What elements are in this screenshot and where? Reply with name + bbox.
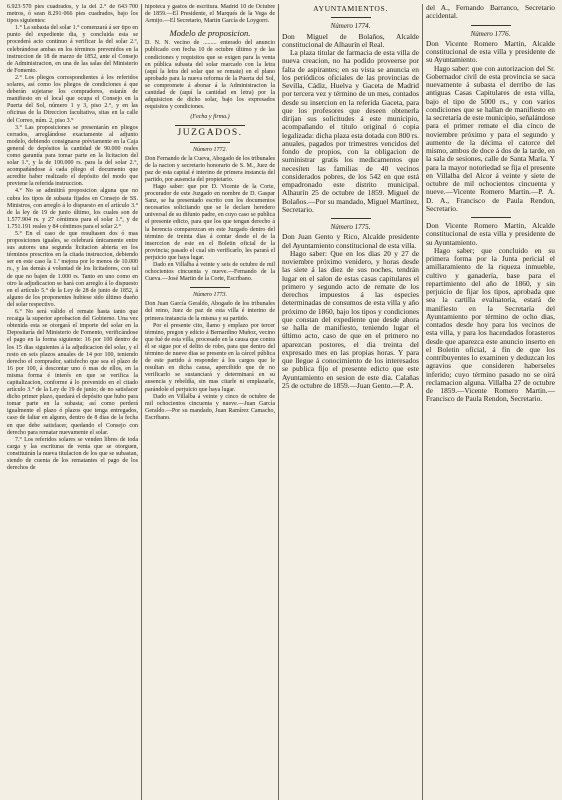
paragraph: 6.° No será válido el remate hasta tanto que recaiga la superior aprobacion del Gobierno. Una vez obtenida esta se otorgará el importe del solar en la Depositaría del Ministerio de Fomento, verificándose el pago en la forma siguiente: 16 por 100 dentro de los 15 dias siguientes á la adjudicacion del solar, y el resto en seis plazos anuales de 14 por 100, teniendo derecho el comprador, satisfecho que sea el plazo de 16 por 100, á descontar uno ó mas de ellos, en la misma forma é interés en que se verifica la capitalizacion, conforme á lo prevenido en el citado artículo 3.° de la Ley de 19 de junio; de no satisfacer dicho primer plazo, quedará el depósito que hubo para tomar parte en la subasta; así como perderá igualmente el plazo ó plazos que tenga entregados, caso de faltar en alguno, dentro de 8 dias de la fecha en que debe satisfacer, quedando el Consejo con derecho para rematar nuevamente el solar. bbox=[7, 309, 138, 436]
model-title: Modelo de proposicion. bbox=[169, 28, 251, 39]
paragraph: del A., Fernando Barranco, Secretario accidental. bbox=[426, 4, 555, 21]
divider bbox=[331, 17, 371, 18]
paragraph: 7.° Los referidos solares se venden libres de toda carga y las escrituras de venta que se otorguen, constituirán la nueva titulacion de los que se subastan, siendo de cuenta de los rematantes el pago de los derechos de bbox=[7, 436, 138, 472]
col1-paras bbox=[7, 4, 138, 472]
paragraph: D. N. N. vecino de ......... enterado del anuncio publicado con fecha 10 de octubre último y de las condiciones y requisitos que se exigen para la venta en pública subasta del solar marcado con la letra (aquí la letra del solar que se remate) en el plano aprobado para la nueva reforma de la Puerta del Sol, se compromete á abonar á la Administracion la cantidad de (aquí la cantidad en letra) por la adquisicion de dicho solar, bajo los expresados requisitos y condiciones. bbox=[145, 40, 275, 111]
column-1 bbox=[4, 4, 141, 800]
paragraph: Don Vicente Romero Martin, Alcalde constitucional de esta villa y presidente de su Ayuntamiento. bbox=[426, 221, 555, 247]
paragraph: 5.° En el caso de que resultasen dos ó mas proposiciones iguales, se celebrará únicamente entre sus autores una segunda licitacion abierta en los términos prescritos en la citada instruccion, debiendo ser en este caso la 1.ª mejora por lo menos de 10.000 rs., y las demás á voluntad de los licitadores, con tal de que no bajen de 1.000 rs. Tanto en uno como en otro la adjudicacion se hará con arreglo á lo dispuesto en el artículo 5.° de la Ley de 28 de junio de 1852, á alguno de los proponentes hubiese sido último dueño del solar respectivo. bbox=[7, 231, 138, 308]
notice-1775 bbox=[282, 233, 419, 390]
notice-number-1774: Número 1774. bbox=[330, 22, 371, 31]
notice-1776 bbox=[426, 40, 555, 213]
paragraph: 3.° Las proposiciones se presentarán en pliegos cerrados, arreglándose exactamente al adjunto modelo, debiendo consignarse préviamente en la Caja general de depósitos la cantidad de 90.000 reales como garantía para tomar parte en la licitacion del solar 1.°, y la de 100.000 rs. para la del solar 2.°, acompañándose á cada pliego el documento que acredite haber realizado el depósito del modo que previene la referida instruccion. bbox=[7, 124, 138, 188]
notice-number-1776: Número 1776. bbox=[470, 29, 511, 38]
model-signature: (Fecha y firma.) bbox=[190, 114, 230, 121]
divider bbox=[471, 217, 511, 218]
notice-number-1773: Número 1773. bbox=[192, 292, 228, 299]
paragraph: Dado en Villalba á veinte y seis de octubre de mil ochocientos cincuenta y nueve.—Fernando de la Cueva.—José Martin de la Corte, Escribano. bbox=[145, 262, 275, 283]
column-3 bbox=[278, 4, 422, 800]
paragraph: 4.° No se admitirá proposicion alguna que no cubra los tipos de subasta fijados en Consejo de SS. Ministros, con arreglo á lo dispuesto en el artículo 3.° de la ley de 19 de junio último, los cuales son de 1.577.904 rs. y 27 céntimos para el solar 1.°, y de 1.751.191 reales y 84 céntimos para el solar 2.° bbox=[7, 188, 138, 230]
column-4 bbox=[422, 4, 558, 800]
paragraph: La plaza titular de farmacia de esta villa de nueva creacion, no ha podido proveerse por falta de aspirantes; en su vista se anuncia en los periódicos oficiales de las provincias de Sevilla, Cádiz, Huelva y Gaceta de Madrid por tercera vez y término de un mes, contados desde su insercion en la referida Gaceta, para que los profesores que deseen obtenerla dirijan sus solicitudes á este municipio, acompañando el título original ó copia legalizada: dicha plaza esta dotada con 800 rs. anuales, pagados por trimestres vencidos del fondo de propios, con la obligacion de suministrar gratis los medicamentos que necesiten las familias de 40 vecinos considerados pobres, de los 542 en que está empadronado este distrito municipal. Alhaurín 25 de octubre de 1859. Miguel de Bolaños.—Por su mandado, Miguel Martínez, Secretario. bbox=[282, 48, 419, 214]
divider bbox=[175, 125, 245, 126]
paragraph: Hago saber: Que en los dias 20 y 27 de noviembre próximo venidero, y horas desde las siete á las diez de sus noches, tendrán lugar en el salon de estas casas capitulares el primero y segundo acto de remate de los derechos impuestos á las especies determinadas de consumos de esta villa y año próximo de 1860, bajo los tipos y condiciones que constan del expediente que desde ahora se halla de manifiesto, teniendo lugar el último acto, caso de que en el primero no aparezcan postores, el dia treinta del expresado mes en las propias horas. Y para que llegue á conocimiento de los interesados se publica fijo el presente edicto que este Ayuntamiento en sesion de este dia. Calañas 25 de octubre de 1859.—Juan Gento.—P. A. bbox=[282, 248, 419, 390]
notice-1772 bbox=[145, 156, 275, 284]
paragraph: Dado en Villalba á veinte y cinco de octubre de mil ochocientos cincuenta y nueve.—Juan García Geraldo.—Por su mandado, Juan Ramírez Camacho, Escribano. bbox=[145, 393, 275, 421]
notice-number-1772: Número 1772. bbox=[192, 146, 228, 153]
paragraph: Hago saber: que por D. Vicente de la Corte, procurador de este Juzgado en nombre de D. Gaspar Sanz, se ha presentado escrito con los documentos necesarios solicitando que se le declare heredero universal de su difunto padre, en cuyo caso se publica el presente edicto, para que los que tengan derecho á la herencia comparezcan en este Juzgado dentro del término de treinta dias á contar desde el de la inserccion de este en el Boletin oficial de la provincia; pasado el cual sin verificarlo, les parará el perjuicio que haya lugar. bbox=[145, 183, 275, 261]
paragraph: Don Fernando de la Cueva, Abogado de los tribunales de la nacion y secretario honorario de S. M., Juez de paz de esta capital é interino de primera instancia del partido, por ausencia del propietario. bbox=[145, 155, 275, 183]
divider bbox=[471, 25, 511, 26]
notice-number-1775: Número 1775. bbox=[330, 223, 371, 231]
paragraph: Por el presente cito, llamo y emplazo por tercer término, pregon y edicto á Bernardino Muñoz, vecino que fué de esta villa, procesado en la causa que contra él se sigue por el delito de robo, para que dentro del término de nueve dias se presente en la cárcel pública de este partido á responder á los cargos que le resultan en dicha causa, apercibido que de no verificarlo se sustanciará y determinará en su ausencia y rebeldía, sin mas citarle ni emplazarle, parándole el perjuicio que haya lugar. bbox=[145, 322, 275, 393]
divider bbox=[331, 218, 371, 219]
paragraph: Don Vicente Romero Martin, Alcalde constitucional de esta villa y presidente de su Ayuntamiento. bbox=[426, 38, 555, 65]
notice-1774 bbox=[282, 33, 419, 215]
paragraph: Don Miguel de Bolaños, Alcalde constitucional de Alhaurín el Real. bbox=[282, 31, 419, 49]
section-title-ayuntamientos: AYUNTAMIENTOS. bbox=[313, 4, 388, 13]
paragraph: Don Juan Gento y Rico, Alcalde presidente del Ayuntamiento constitucional de esta villa. bbox=[282, 232, 419, 250]
divider bbox=[190, 287, 230, 288]
divider bbox=[190, 142, 230, 143]
section-title-juzgados: JUZGADOS. bbox=[177, 128, 243, 139]
paragraph: 2.° Los pliegos correspondientes á los referidos solares, así como los pliegos de condiciones á que deberán sujetarse los compradores, estarán de manifiesto en el local que ocupa el Consejo en la Puerta del Sol, número 1 y 3, piso 2.°, y en las oficinas de la Direccion facultativa, sitas en la calle del Correo, núm. 2, piso 3.° bbox=[7, 74, 138, 124]
paragraph: Hago saber: que con autorizacion del Sr. Gobernador civil de esta provincia se saca nuevamente á subasta el derribo de las antiguas Casas Capitulares de esta villa, bajo el tipo de 5000 rs., y con varios condiciones que se hallan de manifiesto en la secretaría de este municipio, señalándose para el primer remate el dia cinco de noviembre próximo y para el segundo y aumento de la décima el catorce del mismo, ambos de doce á dos de la tarde, en la sala de sesiones, calle de Santa María. Y para la mayor notoriedad se fija el presente en Villalba del Alcor á veinte y siete de octubre de mil ochocientos cincuenta y nueve.—Vicente Romero Martin.—P. A. D. A., Francisco de Paula Rendon, Secretario. bbox=[426, 63, 555, 213]
paragraph: hipoteca y gastos de escritura. Madrid 10 de Octubre de 1859.—El Presidente, el Marqués de la Vega de Armijo.—El Secretario, Martin García de Loygorri. bbox=[145, 4, 275, 25]
paragraph: Don Juan García Geraldo, Abogado de los tribunales del reino, Juez de paz de esta villa é interino de primera instancia de la misma y su partido. bbox=[145, 301, 275, 322]
notice-1777 bbox=[426, 222, 555, 404]
col2-top bbox=[145, 4, 275, 25]
paragraph: 6.923·570 pies cuadrados, y la del 2.° de 643·700 metros, ó sean 8.291·066 pies cuadrados, bajo los tipos siguientes: bbox=[7, 4, 138, 25]
paragraph: 1.° La subasta del solar 1.° comenzará á ser tipo en punto del expediente dia, y concluida esta se procederá acto continuo á verificar la del solar 2.º, celebrándose ambas en los términos prevenidos en la instruccion de 18 de marzo de 1852, ante el Consejo de Administracion, en una de las salas del Ministerio de Fomento. bbox=[7, 25, 138, 74]
col4-top bbox=[426, 4, 555, 21]
paragraph: Hago saber; que concluido en su primera forma por la Junta pericial el amillaramiento de la riqueza inmueble, cultivo y ganadería, base para el repartimiento del año de 1860, y sin perjuicio de fijar los tipos, aprobada que sea la cartilla evaluatoria, estará de manifiesto en la Secretaría del Ayuntamiento por término de ocho dias, contados desde hoy para los vecinos de esta villa, y para los hacendados forasteros desde que aparezca este anuncio inserto en el Boletin oficial, á fin de que los contribuyentes lo examinen y deduzcan los agravios que consideren haberseles inferido; cuyo término pasado no se oirá reclamacion alguna. Villalba 27 de octubre de 1859.—Vicente Romero Martin.—Francisco de Paula Rendon, Secretario. bbox=[426, 245, 555, 404]
column-2 bbox=[141, 4, 278, 800]
notice-1773 bbox=[145, 301, 275, 422]
model-body bbox=[145, 40, 275, 111]
